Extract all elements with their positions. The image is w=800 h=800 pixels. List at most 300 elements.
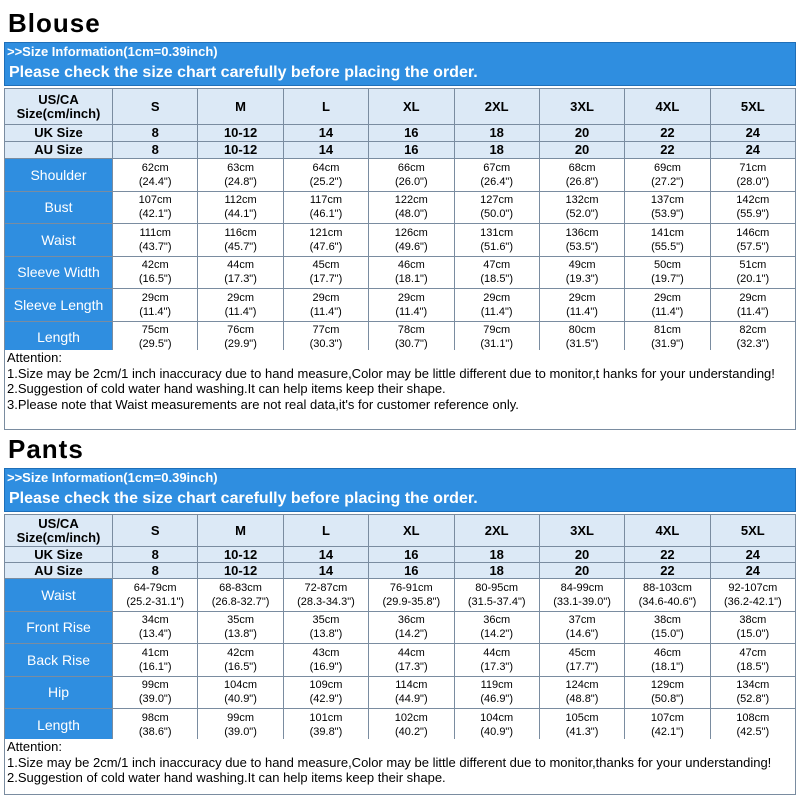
measurement-cell [113, 159, 198, 192]
cm-value: 82cm [739, 324, 767, 337]
size-cell: 24 [710, 547, 795, 563]
measurement-cell [198, 709, 283, 742]
cm-value: 43cm [312, 646, 340, 659]
size-cell: 22 [625, 142, 710, 159]
inch-value: (20.1") [736, 273, 770, 286]
measurement-cell [710, 611, 795, 644]
cm-value: 29cm [227, 291, 255, 304]
measurement-label: Front Rise [5, 611, 113, 644]
inch-value: (11.4") [651, 305, 684, 318]
size-cell: 4XL [625, 89, 710, 125]
cm-value: 68-83cm [219, 581, 262, 594]
size-cell: 10-12 [198, 547, 283, 563]
size-cell: 22 [625, 563, 710, 579]
size-cell: 20 [539, 125, 624, 142]
size-cell: 5XL [710, 89, 795, 125]
measurement-row [5, 289, 796, 322]
inch-value: (11.4") [139, 305, 172, 318]
cm-value: 46cm [397, 259, 425, 272]
inch-value: (18.5") [480, 273, 513, 286]
measurement-cell [198, 256, 283, 289]
cm-value: 101cm [309, 711, 343, 724]
size-cell: 14 [283, 563, 368, 579]
inch-value: (17.3") [480, 660, 513, 673]
inch-value: (16.1") [138, 660, 172, 673]
measurement-cell [369, 611, 454, 644]
measurement-cell [710, 289, 795, 322]
measurement-row [5, 644, 796, 677]
cm-value: 136cm [565, 226, 599, 239]
size-cell: 3XL [539, 89, 624, 125]
measurement-cell [625, 159, 710, 192]
measurement-cell [113, 224, 198, 257]
size-cell: 3XL [539, 515, 624, 547]
size-cell: 24 [710, 563, 795, 579]
cm-value: 42cm [141, 259, 169, 272]
size-cell: 10-12 [198, 563, 283, 579]
measurement-cell [710, 676, 795, 709]
inch-value: (11.4") [566, 305, 598, 318]
size-cell: 18 [454, 125, 539, 142]
cm-value: 44cm [397, 646, 425, 659]
cm-value: 92-107cm [728, 581, 778, 594]
inch-value: (44.9") [394, 693, 428, 706]
cm-value: 108cm [736, 711, 770, 724]
measurement-label: Sleeve Length [5, 289, 113, 322]
inch-value: (18.1") [651, 660, 684, 673]
attention-note: 1.Size may be 2cm/1 inch inaccuracy due to hand measure,Color may be little different due to monitor,t hanks for your understanding! [7, 365, 775, 381]
inch-value: (11.4") [736, 305, 769, 318]
measurement-label: Length [5, 321, 113, 354]
size-cell: 18 [454, 142, 539, 159]
cm-value: 66cm [397, 161, 425, 174]
inch-value: (50.8") [651, 693, 684, 706]
inch-value: (13.4") [138, 628, 172, 641]
inch-value: (18.1") [394, 273, 428, 286]
inch-value: (17.3") [394, 660, 428, 673]
size-cell: 22 [625, 125, 710, 142]
measurement-row [5, 321, 796, 354]
header-row [5, 142, 796, 159]
measurement-cell [625, 579, 710, 612]
measurement-cell [454, 256, 539, 289]
cm-value: 35cm [312, 614, 340, 627]
measurement-row [5, 611, 796, 644]
header-label: AU Size [5, 563, 113, 579]
measurement-cell [198, 321, 283, 354]
cm-value: 75cm [141, 324, 169, 337]
inch-value: (31.5") [565, 338, 599, 351]
header-label: US/CA Size(cm/inch) [5, 89, 113, 125]
inch-value: (30.7") [394, 338, 428, 351]
pants-size-info-banner: >>Size Information(1cm=0.39inch) [4, 468, 796, 486]
cm-value: 104cm [480, 711, 514, 724]
blouse-check-chart-banner: Please check the size chart carefully before placing the order. [4, 60, 796, 86]
inch-value: (26.8-32.7") [211, 595, 270, 608]
measurement-cell [283, 256, 368, 289]
cm-value: 72-87cm [304, 581, 348, 594]
cm-value: 98cm [141, 711, 169, 724]
size-cell: XL [369, 515, 454, 547]
inch-value: (33.1-39.0") [553, 595, 611, 608]
inch-value: (17.7") [309, 273, 343, 286]
cm-value: 122cm [394, 194, 428, 207]
cm-value: 49cm [568, 259, 596, 272]
measurement-cell [710, 191, 795, 224]
cm-value: 109cm [309, 679, 343, 692]
measurement-cell [539, 579, 624, 612]
cm-value: 41cm [141, 646, 169, 659]
cm-value: 69cm [653, 161, 681, 174]
inch-value: (53.5") [565, 240, 599, 253]
inch-value: (52.0") [565, 208, 599, 221]
inch-value: (11.4") [224, 305, 257, 318]
inch-value: (31.5-37.4") [467, 595, 526, 608]
attention-heading: Attention: [7, 350, 62, 365]
measurement-cell [625, 289, 710, 322]
inch-value: (52.8") [736, 693, 770, 706]
measurement-label: Waist [5, 224, 113, 257]
size-cell: 8 [113, 142, 198, 159]
inch-value: (48.0") [394, 208, 428, 221]
measurement-cell [283, 224, 368, 257]
measurement-cell [625, 611, 710, 644]
measurement-cell [454, 611, 539, 644]
measurement-label: Hip [5, 676, 113, 709]
cm-value: 146cm [736, 226, 770, 239]
measurement-cell [283, 611, 368, 644]
inch-value: (36.2-42.1") [723, 595, 782, 608]
inch-value: (19.3") [565, 273, 599, 286]
inch-value: (27.2") [651, 175, 684, 188]
measurement-cell [113, 191, 198, 224]
inch-value: (43.7") [138, 240, 172, 253]
cm-value: 142cm [736, 194, 770, 207]
inch-value: (11.4") [480, 305, 513, 318]
cm-value: 63cm [227, 161, 255, 174]
measurement-cell [283, 644, 368, 677]
inch-value: (55.5") [651, 240, 684, 253]
header-row [5, 547, 796, 563]
size-cell: 20 [539, 142, 624, 159]
inch-value: (24.8") [224, 175, 257, 188]
size-cell: 16 [369, 563, 454, 579]
cm-value: 88-103cm [642, 581, 692, 594]
inch-value: (14.2") [480, 628, 513, 641]
measurement-cell [539, 289, 624, 322]
size-cell: 5XL [710, 515, 795, 547]
inch-value: (15.0") [736, 628, 770, 641]
cm-value: 29cm [483, 291, 511, 304]
inch-value: (13.8") [224, 628, 257, 641]
measurement-cell [454, 321, 539, 354]
cm-value: 112cm [224, 194, 257, 207]
measurement-cell [283, 289, 368, 322]
measurement-row [5, 676, 796, 709]
attention-note: 1.Size may be 2cm/1 inch inaccuracy due to hand measure,Color may be little different due to monitor,thanks for your understanding! [7, 754, 772, 770]
blouse-title: Blouse [8, 8, 101, 38]
measurement-cell [283, 159, 368, 192]
cm-value: 131cm [480, 226, 514, 239]
size-cell: S [113, 515, 198, 547]
size-cell: 24 [710, 125, 795, 142]
measurement-cell [369, 289, 454, 322]
inch-value: (44.1") [224, 208, 257, 221]
measurement-cell [710, 579, 795, 612]
inch-value: (29.9-35.8") [382, 595, 441, 608]
measurement-cell [710, 709, 795, 742]
measurement-cell [539, 224, 624, 257]
measurement-cell [625, 644, 710, 677]
inch-value: (31.9") [651, 338, 684, 351]
measurement-cell [454, 289, 539, 322]
measurement-cell [625, 256, 710, 289]
size-cell: 16 [369, 125, 454, 142]
inch-value: (40.9") [224, 693, 257, 706]
cm-value: 129cm [650, 679, 684, 692]
cm-value: 29cm [397, 291, 425, 304]
inch-value: (28.3-34.3") [297, 595, 355, 608]
cm-value: 116cm [224, 226, 257, 239]
measurement-cell [198, 224, 283, 257]
measurement-cell [369, 644, 454, 677]
inch-value: (14.2") [394, 628, 428, 641]
measurement-label: Length [5, 709, 113, 742]
cm-value: 124cm [565, 679, 599, 692]
measurement-cell [710, 644, 795, 677]
measurement-cell [283, 579, 368, 612]
blouse-attention-notes [4, 350, 796, 430]
inch-value: (39.0") [224, 725, 257, 738]
attention-note: 2.Suggestion of cold water hand washing.It can help items keep their shape. [7, 770, 446, 785]
size-cell: 10-12 [198, 142, 283, 159]
measurement-cell [625, 191, 710, 224]
cm-value: 99cm [141, 679, 169, 692]
inch-value: (49.6") [394, 240, 428, 253]
pants-size-table [4, 514, 796, 742]
measurement-cell [454, 191, 539, 224]
cm-value: 45cm [568, 646, 596, 659]
size-cell: 8 [113, 563, 198, 579]
cm-value: 105cm [565, 711, 599, 724]
cm-value: 68cm [568, 161, 596, 174]
measurement-cell [198, 644, 283, 677]
inch-value: (39.8") [309, 725, 343, 738]
inch-value: (25.2") [309, 175, 343, 188]
cm-value: 107cm [650, 711, 684, 724]
inch-value: (42.1") [651, 725, 684, 738]
cm-value: 81cm [653, 324, 681, 337]
inch-value: (45.7") [224, 240, 257, 253]
measurement-cell [369, 709, 454, 742]
inch-value: (16.9") [309, 660, 343, 673]
size-cell: S [113, 89, 198, 125]
measurement-cell [454, 709, 539, 742]
inch-value: (26.0") [394, 175, 428, 188]
measurement-row [5, 709, 796, 742]
measurement-cell [198, 579, 283, 612]
cm-value: 76-91cm [389, 581, 433, 594]
inch-value: (55.9") [736, 208, 770, 221]
cm-value: 42cm [227, 646, 255, 659]
cm-value: 127cm [480, 194, 514, 207]
cm-value: 29cm [141, 291, 169, 304]
measurement-cell [113, 644, 198, 677]
inch-value: (29.9") [224, 338, 257, 351]
size-cell: 16 [369, 142, 454, 159]
measurement-cell [113, 676, 198, 709]
header-label: AU Size [5, 142, 113, 159]
inch-value: (42.1") [138, 208, 172, 221]
measurement-row [5, 256, 796, 289]
inch-value: (40.2") [394, 725, 428, 738]
measurement-cell [454, 676, 539, 709]
cm-value: 35cm [227, 614, 255, 627]
size-cell: XL [369, 89, 454, 125]
measurement-cell [369, 159, 454, 192]
inch-value: (26.4") [480, 175, 513, 188]
size-cell: 14 [283, 142, 368, 159]
pants-attention-notes [4, 739, 796, 795]
cm-value: 29cm [312, 291, 340, 304]
size-cell: 10-12 [198, 125, 283, 142]
cm-value: 47cm [739, 646, 767, 659]
measurement-label: Waist [5, 579, 113, 612]
size-cell: 14 [283, 125, 368, 142]
measurement-label: Sleeve Width [5, 256, 113, 289]
inch-value: (11.4") [310, 305, 342, 318]
size-cell: 22 [625, 547, 710, 563]
cm-value: 67cm [483, 161, 511, 174]
inch-value: (16.5") [224, 660, 257, 673]
measurement-cell [539, 676, 624, 709]
inch-value: (34.6-40.6") [638, 595, 697, 608]
inch-value: (32.3") [736, 338, 770, 351]
measurement-cell [625, 676, 710, 709]
size-cell: M [198, 89, 283, 125]
measurement-cell [283, 191, 368, 224]
size-cell: 2XL [454, 89, 539, 125]
measurement-cell [539, 611, 624, 644]
inch-value: (41.3") [565, 725, 599, 738]
measurement-cell [539, 256, 624, 289]
inch-value: (30.3") [309, 338, 343, 351]
measurement-cell [113, 321, 198, 354]
cm-value: 64cm [312, 161, 340, 174]
size-cell: 20 [539, 563, 624, 579]
cm-value: 121cm [309, 226, 343, 239]
header-row [5, 563, 796, 579]
cm-value: 132cm [565, 194, 599, 207]
size-cell: 20 [539, 547, 624, 563]
cm-value: 50cm [653, 259, 681, 272]
cm-value: 107cm [138, 194, 172, 207]
cm-value: 80cm [568, 324, 596, 337]
measurement-cell [710, 321, 795, 354]
inch-value: (46.9") [480, 693, 513, 706]
cm-value: 77cm [312, 324, 340, 337]
measurement-label: Shoulder [5, 159, 113, 192]
attention-note: 2.Suggestion of cold water hand washing.It can help items keep their shape. [7, 381, 446, 396]
measurement-cell [283, 709, 368, 742]
measurement-cell [198, 289, 283, 322]
inch-value: (17.7") [565, 660, 599, 673]
inch-value: (47.6") [309, 240, 343, 253]
blouse-size-info-banner: >>Size Information(1cm=0.39inch) [4, 42, 796, 60]
header-label: US/CA Size(cm/inch) [5, 515, 113, 547]
cm-value: 102cm [394, 711, 428, 724]
header-row [5, 89, 796, 125]
inch-value: (40.9") [480, 725, 513, 738]
cm-value: 36cm [483, 614, 511, 627]
size-cell: 18 [454, 547, 539, 563]
size-cell: 16 [369, 547, 454, 563]
measurement-cell [283, 676, 368, 709]
measurement-cell [369, 321, 454, 354]
measurement-cell [369, 676, 454, 709]
size-cell: 8 [113, 547, 198, 563]
measurement-cell [710, 256, 795, 289]
inch-value: (24.4") [138, 175, 172, 188]
measurement-cell [113, 579, 198, 612]
pants-title: Pants [8, 434, 84, 464]
inch-value: (11.4") [395, 305, 428, 318]
inch-value: (15.0") [651, 628, 684, 641]
cm-value: 46cm [653, 646, 681, 659]
cm-value: 126cm [394, 226, 428, 239]
measurement-cell [454, 224, 539, 257]
cm-value: 104cm [224, 679, 258, 692]
size-cell: M [198, 515, 283, 547]
measurement-cell [113, 611, 198, 644]
cm-value: 51cm [739, 259, 767, 272]
cm-value: 29cm [739, 291, 767, 304]
cm-value: 134cm [736, 679, 770, 692]
cm-value: 47cm [483, 259, 511, 272]
inch-value: (57.5") [736, 240, 770, 253]
cm-value: 76cm [227, 324, 255, 337]
inch-value: (25.2-31.1") [126, 595, 185, 608]
measurement-row [5, 224, 796, 257]
size-cell: 8 [113, 125, 198, 142]
measurement-row [5, 579, 796, 612]
cm-value: 141cm [650, 226, 684, 239]
measurement-cell [539, 709, 624, 742]
inch-value: (13.8") [309, 628, 343, 641]
cm-value: 34cm [141, 614, 169, 627]
blouse-size-table [4, 88, 796, 354]
measurement-cell [454, 644, 539, 677]
measurement-cell [454, 159, 539, 192]
inch-value: (39.0") [138, 693, 172, 706]
measurement-cell [113, 289, 198, 322]
inch-value: (17.3") [224, 273, 257, 286]
measurement-cell [625, 709, 710, 742]
measurement-cell [454, 579, 539, 612]
cm-value: 137cm [650, 194, 684, 207]
inch-value: (31.1") [480, 338, 513, 351]
cm-value: 45cm [312, 259, 340, 272]
measurement-cell [198, 676, 283, 709]
inch-value: (50.0") [480, 208, 513, 221]
inch-value: (18.5") [736, 660, 770, 673]
measurement-cell [198, 159, 283, 192]
measurement-label: Back Rise [5, 644, 113, 677]
inch-value: (42.5") [736, 725, 770, 738]
measurement-label: Bust [5, 191, 113, 224]
inch-value: (26.8") [565, 175, 599, 188]
measurement-cell [113, 709, 198, 742]
